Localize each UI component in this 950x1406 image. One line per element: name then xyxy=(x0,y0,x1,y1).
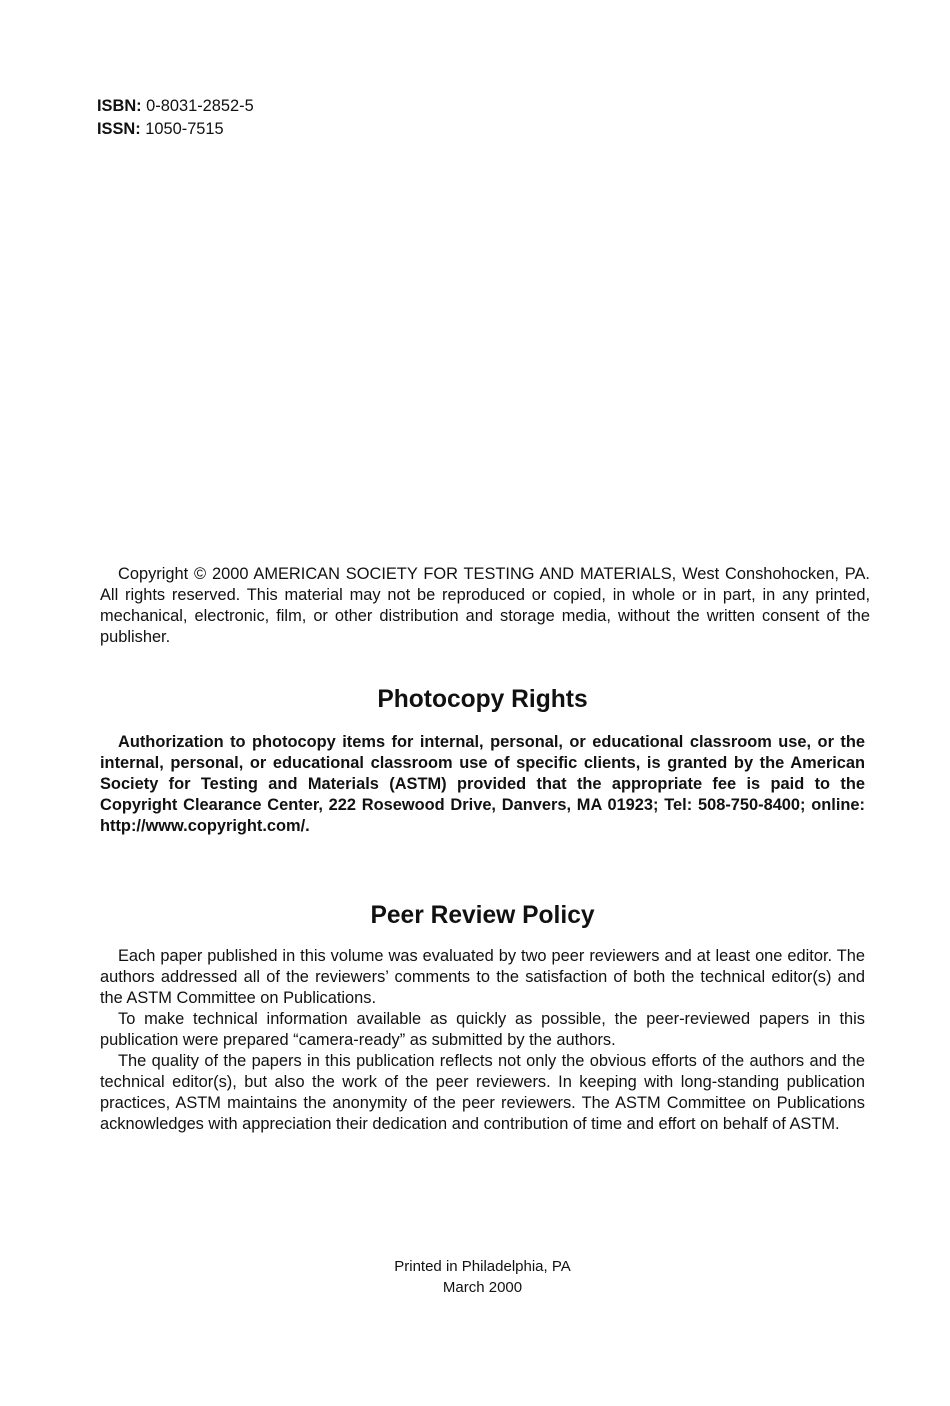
peer-review-paragraph: Each paper published in this volume was evaluated by two peer reviewers and at least one editor. The authors addressed all of the reviewers’ comments to the satisfaction of both the technical editor(s) and the ASTM Committee on Publications. xyxy=(100,947,865,1007)
isbn-line xyxy=(97,95,254,118)
peer-review-heading: Peer Review Policy xyxy=(370,902,595,929)
isbn-value: 0-8031-2852-5 xyxy=(141,97,254,115)
issn-value: 1050-7515 xyxy=(140,120,224,138)
photocopy-rights-text: Authorization to photocopy items for internal, personal, or educational classroom use, or the internal, personal, or educational classroom use of specific clients, is granted by the American Society for Testing and Materials (ASTM) provided that the appropriate fee is paid to the Copyright Clearance Center, 222 Rosewood Drive, Danvers, MA 01923; Tel: 508-750-8400; online: http://www.copyright.com/. xyxy=(100,733,865,835)
printed-date: March 2000 xyxy=(442,1279,523,1296)
identifiers-block xyxy=(97,95,254,141)
peer-review-section xyxy=(100,946,865,1135)
issn-line xyxy=(97,118,254,141)
photocopy-rights-heading: Photocopy Rights xyxy=(377,686,588,713)
isbn-label: ISBN: xyxy=(97,97,142,115)
imprint-block xyxy=(300,1256,665,1298)
photocopy-rights-section xyxy=(100,732,865,837)
printed-location: Printed in Philadelphia, PA xyxy=(394,1258,571,1275)
issn-label: ISSN: xyxy=(97,120,141,138)
peer-review-paragraph: The quality of the papers in this publication reflects not only the obvious efforts of the authors and the technical editor(s), but also the work of the peer reviewers. In keeping with long-standing publication practices, ASTM maintains the anonymity of the peer reviewers. The ASTM Committee on Publications acknowledges with appreciation their dedication and contribution of time and effort on behalf of ASTM. xyxy=(100,1052,865,1133)
peer-review-paragraph: To make technical information available as quickly as possible, the peer-reviewed papers in this publication were prepared “camera-ready” as submitted by the authors. xyxy=(100,1010,865,1049)
copyright-notice xyxy=(100,564,870,648)
copyright-text: Copyright © 2000 AMERICAN SOCIETY FOR TESTING AND MATERIALS, West Conshohocken, PA. All rights reserved. This material may not be reproduced or copied, in whole or in part, in any printed, mechanical, electronic, film, or other distribution and storage media, without the written consent of the publisher. xyxy=(100,565,870,646)
